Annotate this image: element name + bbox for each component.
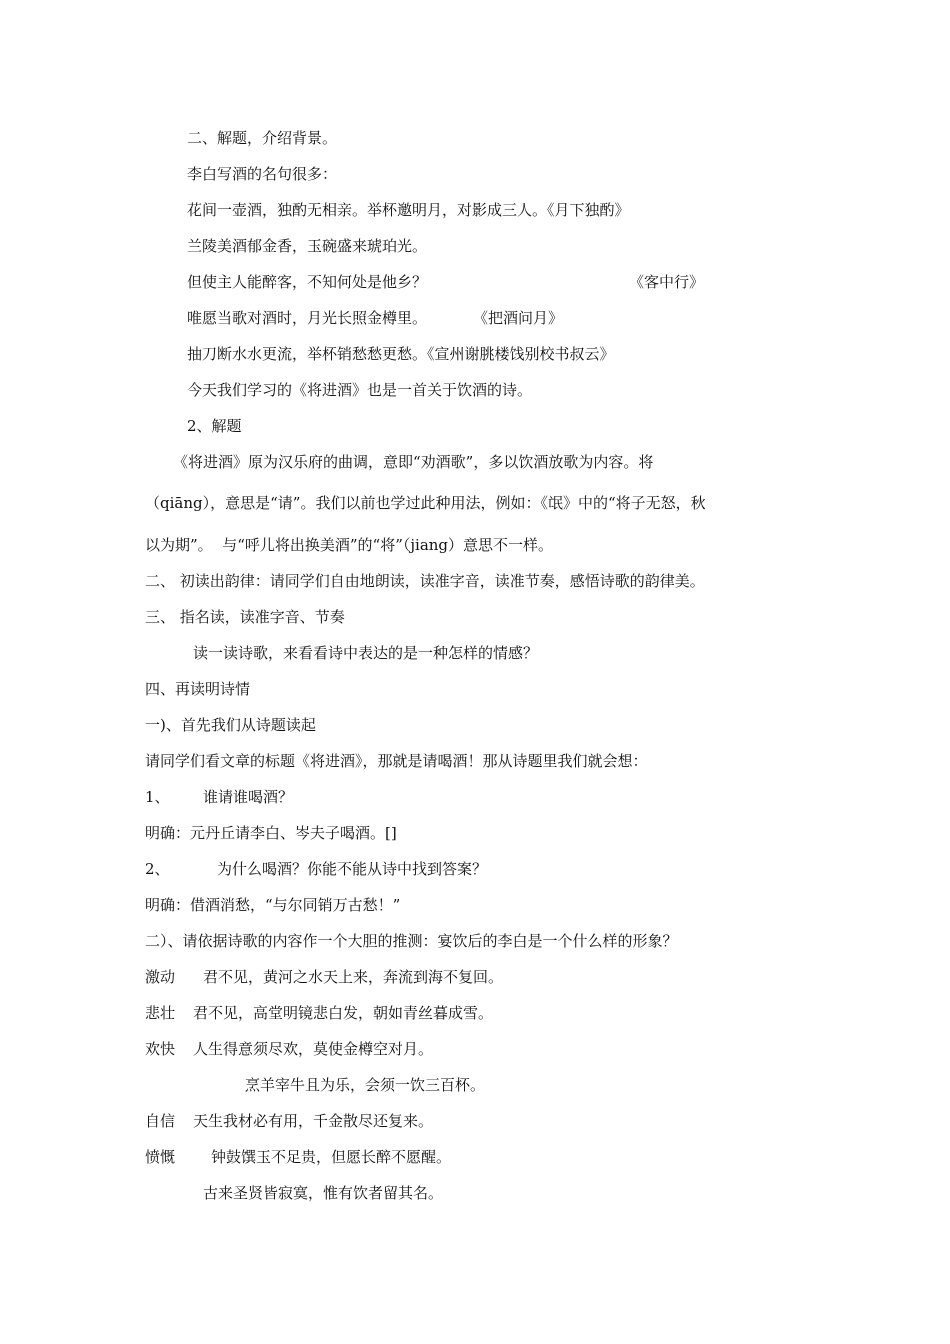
poem-line-confident: 天生我材必有用，千金散尽还复来。 bbox=[193, 1112, 434, 1130]
question-number-1: 1、 bbox=[145, 788, 170, 806]
poem-line-indignant-1: 钟鼓馔玉不足贵，但愿长醉不愿醒。 bbox=[211, 1148, 452, 1166]
section-heading-named-reading: 三、 指名读，读准字音、节奏 bbox=[145, 608, 345, 626]
emotion-label-confident: 自信 bbox=[145, 1112, 176, 1130]
question-1: 谁请谁喝酒？ bbox=[203, 788, 294, 806]
paragraph-title-meaning-3: 以为期”。 与“呼儿将出换美酒”的“将”（jiang）意思不一样。 bbox=[145, 536, 554, 554]
emotion-label-excited: 激动 bbox=[145, 968, 176, 986]
section-heading-first-reading: 二、 初读出韵律：请同学们自由地朗读，读准字音，读准节奏，感悟诗歌的韵律美。 bbox=[145, 572, 705, 590]
emotion-label-indignant: 愤慨 bbox=[145, 1148, 176, 1166]
paragraph-title-meaning-1: 《将进酒》原为汉乐府的曲调，意即“劝酒歌”，多以饮酒放歌为内容。将 bbox=[173, 453, 654, 471]
answer-2: 明确：借酒消愁，“与尔同销万古愁！” bbox=[145, 896, 401, 914]
section-heading-background: 二、解题，介绍背景。 bbox=[187, 129, 338, 147]
poem-line-tragic: 君不见，高堂明镜悲白发，朝如青丝暮成雪。 bbox=[193, 1004, 494, 1022]
poem-quote-1: 花间一壶酒，独酌无相亲。举杯邀明月，对影成三人。《月下独酌》 bbox=[187, 201, 630, 219]
paragraph-today: 今天我们学习的《将进酒》也是一首关于饮酒的诗。 bbox=[187, 381, 533, 399]
poem-quote-4: 唯愿当歌对酒时，月光长照金樽里。 bbox=[187, 309, 428, 327]
section-heading-reread: 四、再读明诗情 bbox=[145, 680, 251, 698]
poem-quote-3: 但使主人能醉客，不知何处是他乡？ bbox=[187, 273, 428, 291]
paragraph-title-prompt: 请同学们看文章的标题《将进酒》，那就是请喝酒！那从诗题里我们就会想： bbox=[145, 752, 648, 770]
paragraph-question-emotion: 读一读诗歌，来看看诗中表达的是一种怎样的情感？ bbox=[193, 644, 539, 662]
poem-source-4: 《把酒问月》 bbox=[473, 309, 564, 327]
poem-line-excited: 君不见，黄河之水天上来，奔流到海不复回。 bbox=[203, 968, 504, 986]
poem-line-joyful-2: 烹羊宰牛且为乐，会须一饮三百杯。 bbox=[245, 1076, 486, 1094]
poem-source-3: 《客中行》 bbox=[629, 273, 705, 291]
poem-line-indignant-2: 古来圣贤皆寂寞，惟有饮者留其名。 bbox=[203, 1184, 444, 1202]
emotion-label-tragic: 悲壮 bbox=[145, 1004, 176, 1022]
subheading-inference: 二）、请依据诗歌的内容作一个大胆的推测：宴饮后的李白是一个什么样的形象？ bbox=[145, 932, 678, 950]
paragraph-title-meaning-2: （qiāng），意思是“请”。我们以前也学过此种用法，例如：《氓》中的“将子无怒，秋 bbox=[145, 494, 706, 512]
subheading-from-title: 一)、首先我们从诗题读起 bbox=[145, 716, 316, 734]
paragraph-intro: 李白写酒的名句很多： bbox=[187, 165, 338, 183]
question-number-2: 2、 bbox=[145, 860, 170, 878]
poem-quote-2: 兰陵美酒郁金香，玉碗盛来琥珀光。 bbox=[187, 237, 428, 255]
answer-1: 明确：元丹丘请李白、岑夫子喝酒。[] bbox=[145, 824, 397, 842]
emotion-label-joyful: 欢快 bbox=[145, 1040, 176, 1058]
poem-line-joyful-1: 人生得意须尽欢，莫使金樽空对月。 bbox=[193, 1040, 434, 1058]
question-2: 为什么喝酒？你能不能从诗中找到答案？ bbox=[217, 860, 488, 878]
poem-quote-5: 抽刀断水水更流，举杯销愁愁更愁。《宣州谢朓楼饯别校书叔云》 bbox=[187, 345, 615, 363]
subheading-title-explanation: 2、解题 bbox=[187, 417, 242, 435]
